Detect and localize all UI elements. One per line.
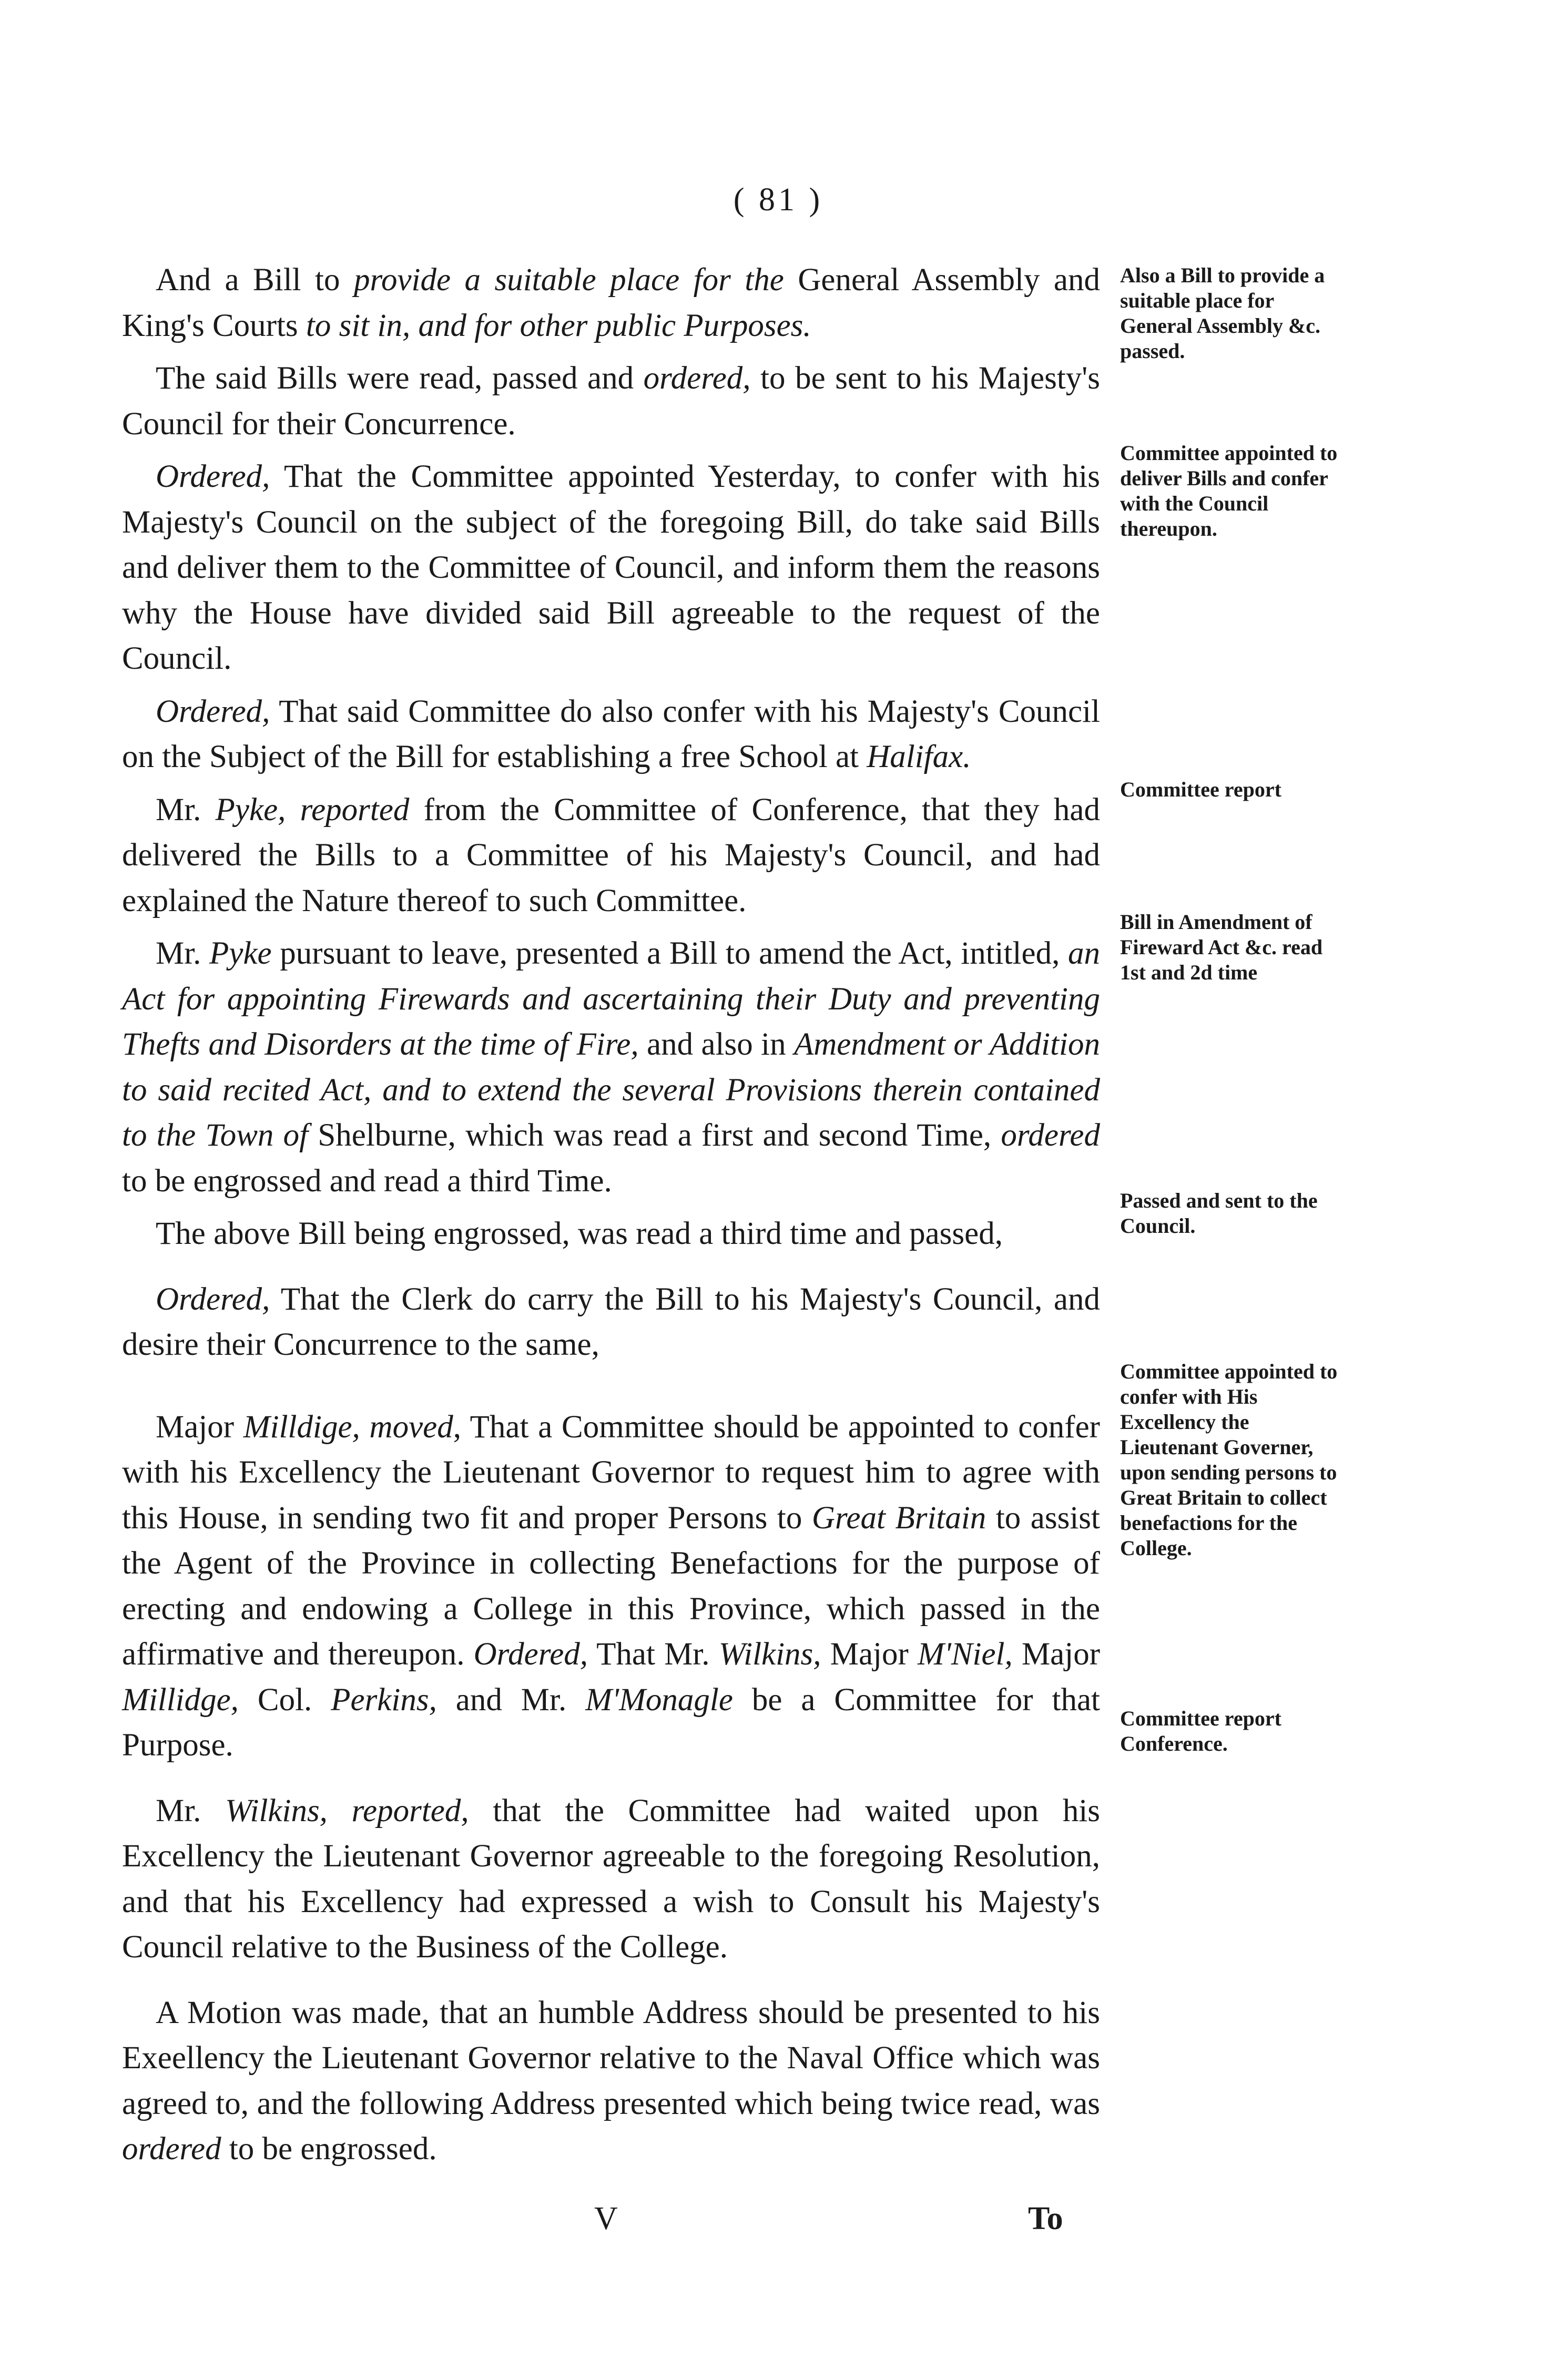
margin-note-bill-passed: Also a Bill to provide a suitable place for General Assembly &c. passed.	[1120, 263, 1325, 363]
margin-note-committee-appointed: Committee appointed to deliver Bills and confer with the Council thereupon.	[1120, 441, 1338, 540]
paragraph-third-reading: The above Bill being engrossed, was read a third time and passed,	[156, 1216, 1003, 1251]
paragraph-clerk-carry-bill: Ordered, That the Clerk do carry the Bill to his Majesty's Council, and desire their Concurrence to the same,	[122, 1281, 1100, 1362]
paragraph-milldige-motion: Major Milldige, moved, That a Committee should be appointed to confer with his Excellency the Lieutenant Governor to request him to agree with this House, in sending two fit and proper Persons to Great Britain to assist the Agent of the Province in collecting Benefactions for the purpose of erecting and endowing a College in this Province, which passed in the affirmative and thereupon. Ordered, That Mr. Wilkins, Major M'Niel, Major Millidge, Col. Perkins, and Mr. M'Monagle be a Committee for that Purpose.	[122, 1409, 1101, 1763]
paragraph-fireward-bill: Mr. Pyke pursuant to leave, presented a Bill to amend the Act, intitled, an Act for appointing Firewards and ascertaining their Duty and preventing Thefts and Disorders at the time of Fire, and also in Amendment or Addition to said recited Act, and to extend the several Provisions therein contained to the Town of Shelburne, which was read a first and second Time, ordered to be engrossed and read a third Time.	[122, 936, 1100, 1199]
margin-note-report-conference: Committee report Conference.	[1120, 1707, 1281, 1755]
page-number: ( 81 )	[733, 182, 823, 218]
margin-note-committee-report: Committee report	[1120, 778, 1281, 801]
catchword: To	[1028, 2201, 1063, 2236]
main-text-column	[122, 258, 1100, 2172]
paragraph-bill-general-assembly: And a Bill to provide a suitable place for the General Assembly and King's Courts to sit in, and for other public Purposes.	[122, 262, 1101, 343]
paragraph-ordered-free-school: Ordered, That said Committee do also confer with his Majesty's Council on the Subject of the Bill for establishing a free School at Halifax.	[122, 693, 1100, 774]
paragraph-ordered-committee-confer: Ordered, That the Committee appointed Yesterday, to confer with his Majesty's Council on the subject of the foregoing Bill, do take said Bills and deliver them to the Committee of Council, and inform them the reasons why the House have divided said Bill agreeable to the request of the Council.	[122, 459, 1100, 676]
paragraph-wilkins-report: Mr. Wilkins, reported, that the Committee had waited upon his Excellency the Lieutenant Governor agreeable to the foregoing Resolution, and that his Excellency had expressed a wish to Consult his Majesty's Council relative to the Business of the College.	[122, 1793, 1101, 1965]
signature-mark: V	[594, 2201, 618, 2236]
margin-note-fireward-bill: Bill in Amendment of Fireward Act &c. read 1st and 2d time	[1120, 910, 1323, 984]
paragraph-bills-read-passed: The said Bills were read, passed and ordered, to be sent to his Majesty's Council for their Concurrence.	[122, 361, 1101, 442]
margin-note-passed-sent: Passed and sent to the Council.	[1120, 1189, 1318, 1238]
paragraph-address-motion: A Motion was made, that an humble Address should be presented to his Exeellency the Lieutenant Governor relative to the Naval Office which was agreed to, and the following Address presented which being twice read, was ordered to be engrossed.	[122, 1995, 1100, 2167]
paragraph-pyke-report: Mr. Pyke, reported from the Committee of Conference, that they had delivered the Bills to a Committee of his Majesty's Council, and had explained the Nature thereof to such Committee.	[122, 792, 1101, 918]
margin-note-college-committee: Committee appointed to confer with His Excellency the Lieutenant Governer, upon sending persons to Great Britain to collect benefactions for the College.	[1120, 1360, 1338, 1560]
